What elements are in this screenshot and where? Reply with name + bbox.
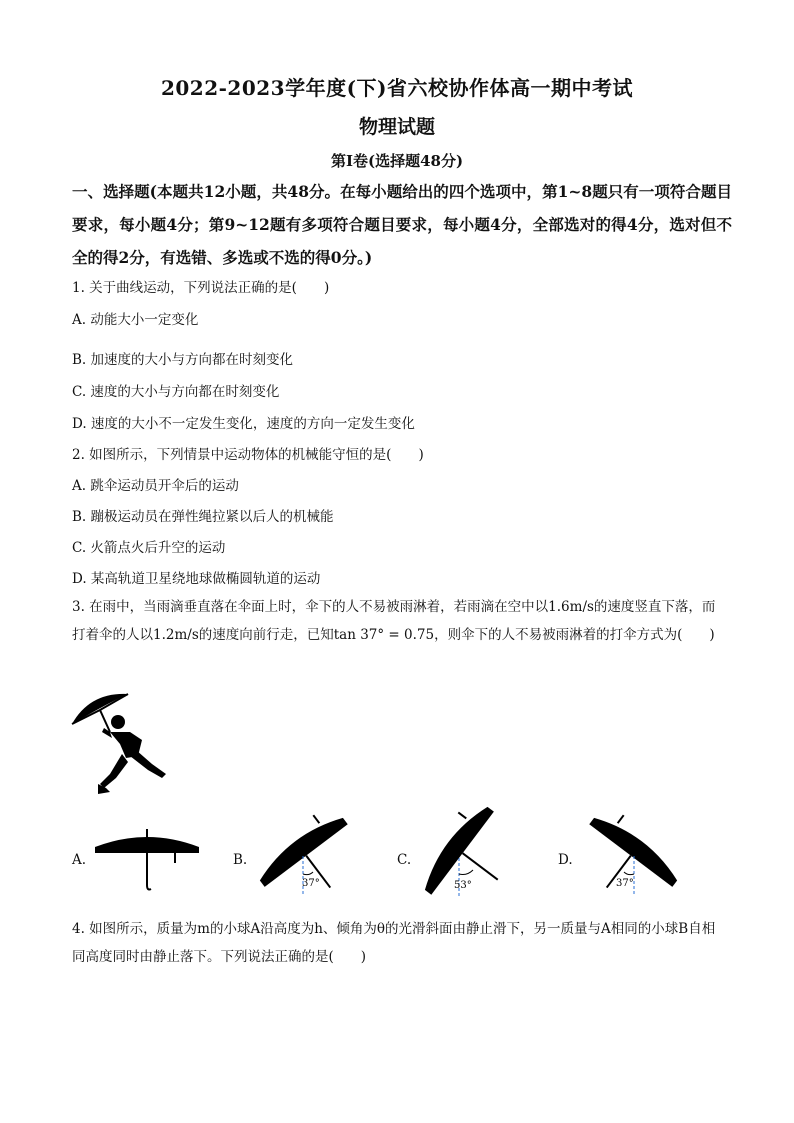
- question-2-option-c: C. 火箭点火后升空的运动: [72, 540, 226, 556]
- question-2-option-d: D. 某高轨道卫星绕地球做椭圆轨道的运动: [72, 571, 321, 587]
- question-3-option-d-angle: 37°: [616, 878, 634, 889]
- question-2-option-b: B. 蹦极运动员在弹性绳拉紧以后人的机械能: [72, 509, 334, 525]
- exam-title: 2022-2023学年度(下)省六校协作体高一期中考试: [160, 76, 634, 100]
- umbrella-tilted-left-53-icon: [413, 808, 523, 908]
- question-3-option-a-label: A.: [72, 852, 87, 868]
- running-man-umbrella-figure: [70, 692, 170, 802]
- umbrella-upright-icon: [95, 825, 205, 895]
- question-1-option-d: D. 速度的大小不一定发生变化，速度的方向一定发生变化: [72, 416, 415, 432]
- question-3-stem: 3. 在雨中，当雨滴垂直落在伞面上时，伞下的人不易被雨淋着，若雨滴在空中以1.6m/s的速度竖直下落，而打着伞的人以1.2m/s的速度向前行走，已知tan 37° = 0.75，则伞下的人不易被雨淋着的打伞方式为( ): [72, 599, 716, 643]
- umbrella-tilted-right-37-icon: [580, 814, 690, 904]
- question-4-stem: 4. 如图所示，质量为m的小球A沿高度为h、倾角为θ的光滑斜面由静止滑下，另一质量与A相同的小球B自相同高度同时由静止落下。下列说法正确的是( ): [72, 921, 716, 965]
- question-3-option-c-label: C.: [397, 852, 412, 868]
- question-3-option-b-label: B.: [233, 852, 248, 868]
- question-1-option-c: C. 速度的大小与方向都在时刻变化: [72, 384, 280, 400]
- question-3-option-c-angle: 53°: [454, 880, 472, 891]
- question-2-option-a: A. 跳伞运动员开伞后的运动: [72, 478, 239, 494]
- subject-title: 物理试题: [358, 116, 435, 138]
- question-1-option-a: A. 动能大小一定变化: [72, 312, 199, 328]
- question-3-option-d-label: D.: [558, 852, 573, 868]
- question-1-option-b: B. 加速度的大小与方向都在时刻变化: [72, 352, 294, 368]
- question-2-stem: 2. 如图所示，下列情景中运动物体的机械能守恒的是( ): [72, 447, 424, 463]
- question-3-option-b-angle: 37°: [302, 878, 320, 889]
- question-1-stem: 1. 关于曲线运动，下列说法正确的是( ): [72, 280, 330, 296]
- section-instructions: 一、选择题(本题共12小题，共48分。在每小题给出的四个选项中，第1~8题只有一项符合题目要求，每小题4分；第9~12题有多项符合题目要求，每小题4分，全部选对的得4分，选对但不全的得2分，有选错、多选或不选的得0分。): [72, 182, 732, 267]
- umbrella-tilted-left-37-icon: [253, 814, 363, 904]
- part-heading: 第Ⅰ卷(选择题48分): [330, 152, 464, 170]
